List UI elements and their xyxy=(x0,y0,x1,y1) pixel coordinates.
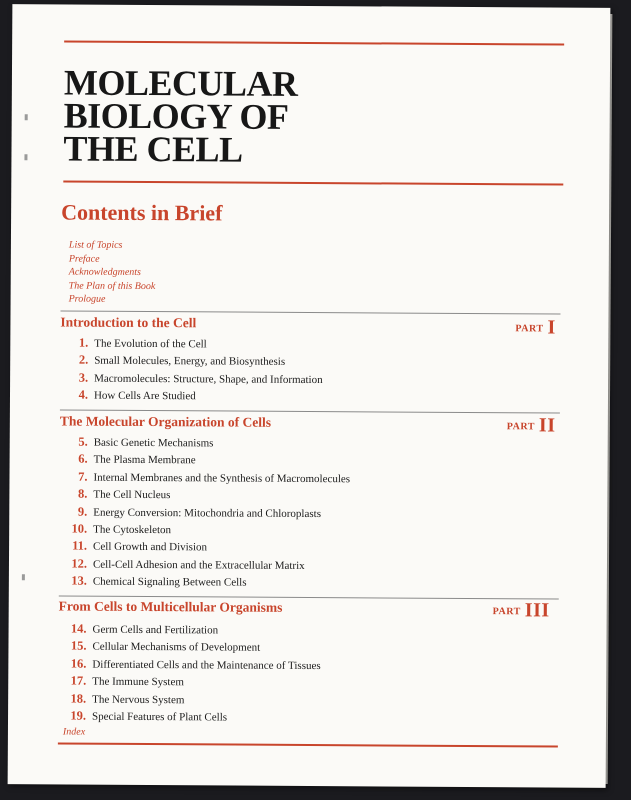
title-rule xyxy=(63,180,563,185)
chapter-title: The Evolution of the Cell xyxy=(94,337,207,351)
part-3-title: From Cells to Multicellular Organisms xyxy=(58,598,283,615)
chapter-item[interactable] xyxy=(59,503,350,522)
part-1-title: Introduction to the Cell xyxy=(60,314,197,331)
front-matter-item[interactable]: Acknowledgments xyxy=(68,266,141,279)
part-3-chapter-list xyxy=(58,620,321,726)
chapter-number: 11. xyxy=(72,538,88,554)
chapter-number: 17. xyxy=(70,673,87,688)
chapter-item[interactable] xyxy=(58,638,320,657)
part-2-chapter-list xyxy=(59,433,351,591)
binding-hole xyxy=(24,154,27,160)
part-word: PART xyxy=(492,606,521,618)
chapter-item[interactable] xyxy=(59,468,350,487)
chapter-title: Cellular Mechanisms of Development xyxy=(92,641,261,655)
chapter-title: Macromolecules: Structure, Shape, and Information xyxy=(94,372,323,386)
part-2-label xyxy=(507,414,556,437)
chapter-title: Cell-Cell Adhesion and the Extracellular Matrix xyxy=(92,558,305,572)
part-1-chapter-list xyxy=(60,334,323,405)
chapter-number: 15. xyxy=(70,638,87,654)
part-numeral: II xyxy=(538,414,556,437)
chapter-number: 8. xyxy=(77,486,88,501)
chapter-number: 12. xyxy=(71,556,88,571)
front-matter-item[interactable]: Preface xyxy=(68,253,100,265)
chapter-number: 7. xyxy=(78,469,88,484)
contents-heading: Contents in Brief xyxy=(61,199,223,226)
chapter-item[interactable] xyxy=(60,352,323,371)
part-word: PART xyxy=(506,421,535,433)
chapter-title: Special Features of Plant Cells xyxy=(92,710,228,724)
chapter-number: 18. xyxy=(70,691,87,706)
chapter-number: 16. xyxy=(70,656,87,671)
index-link[interactable]: Index xyxy=(62,726,86,738)
chapter-item[interactable] xyxy=(58,673,320,692)
chapter-title: The Plasma Membrane xyxy=(93,454,196,467)
chapter-item[interactable] xyxy=(58,690,320,709)
part-1-label xyxy=(515,316,556,339)
chapter-item[interactable] xyxy=(60,334,323,353)
chapter-number: 3. xyxy=(78,370,89,385)
chapter-title: Basic Genetic Mechanisms xyxy=(93,436,214,450)
chapter-item[interactable] xyxy=(59,538,350,557)
chapter-title: Differentiated Cells and the Maintenance of Tissues xyxy=(92,658,321,672)
chapter-title: The Cytoskeleton xyxy=(93,523,172,537)
chapter-title: Chemical Signaling Between Cells xyxy=(92,575,247,589)
chapter-number: 2. xyxy=(78,352,89,368)
chapter-number: 4. xyxy=(78,387,89,402)
chapter-title: Energy Conversion: Mitochondria and Chloroplasts xyxy=(93,506,322,520)
chapter-item[interactable] xyxy=(58,708,320,727)
chapter-title: Internal Membranes and the Synthesis of Macromolecules xyxy=(93,471,351,486)
document-page xyxy=(8,4,611,788)
chapter-number: 1. xyxy=(78,335,89,350)
section-divider xyxy=(61,310,561,314)
part-3-label xyxy=(493,599,550,622)
binding-hole xyxy=(22,574,25,580)
chapter-title: Small Molecules, Energy, and Biosynthesis xyxy=(94,355,286,369)
part-numeral: I xyxy=(547,316,556,339)
title-line: BIOLOGY OF xyxy=(63,95,289,137)
chapter-number: 9. xyxy=(77,504,88,519)
chapter-title: The Nervous System xyxy=(92,693,185,706)
chapter-number: 19. xyxy=(70,708,87,723)
chapter-item[interactable] xyxy=(58,655,320,674)
title-line: MOLECULAR xyxy=(63,62,298,104)
chapter-item[interactable] xyxy=(60,433,351,452)
chapter-title: How Cells Are Studied xyxy=(93,389,196,403)
title-line: THE CELL xyxy=(63,128,243,170)
book-title xyxy=(63,62,298,170)
top-rule xyxy=(64,40,564,45)
section-divider xyxy=(60,409,560,413)
front-matter-list xyxy=(69,239,156,307)
chapter-number: 14. xyxy=(70,621,87,636)
chapter-title: Germ Cells and Fertilization xyxy=(92,623,219,637)
chapter-title: The Cell Nucleus xyxy=(93,488,171,502)
chapter-item[interactable] xyxy=(60,387,323,406)
chapter-number: 10. xyxy=(71,521,88,536)
front-matter-item[interactable]: The Plan of this Book xyxy=(68,280,156,292)
front-matter-item[interactable]: Prologue xyxy=(68,293,106,306)
part-word: PART xyxy=(515,323,544,335)
chapter-item[interactable] xyxy=(59,573,350,592)
chapter-item[interactable] xyxy=(59,620,321,639)
chapter-item[interactable] xyxy=(59,486,350,505)
chapter-item[interactable] xyxy=(60,369,323,388)
chapter-title: The Immune System xyxy=(92,675,184,689)
chapter-item[interactable] xyxy=(59,555,350,574)
chapter-item[interactable] xyxy=(59,521,350,540)
binding-hole xyxy=(25,114,28,120)
bottom-rule xyxy=(58,742,558,747)
chapter-item[interactable] xyxy=(60,451,351,470)
front-matter-item[interactable]: List of Topics xyxy=(68,239,123,251)
chapter-title: Cell Growth and Division xyxy=(93,541,208,554)
chapter-number: 5. xyxy=(78,434,88,449)
part-numeral: III xyxy=(524,599,550,622)
part-2-title: The Molecular Organization of Cells xyxy=(59,413,272,430)
chapter-number: 6. xyxy=(78,451,88,467)
chapter-number: 13. xyxy=(71,573,87,588)
